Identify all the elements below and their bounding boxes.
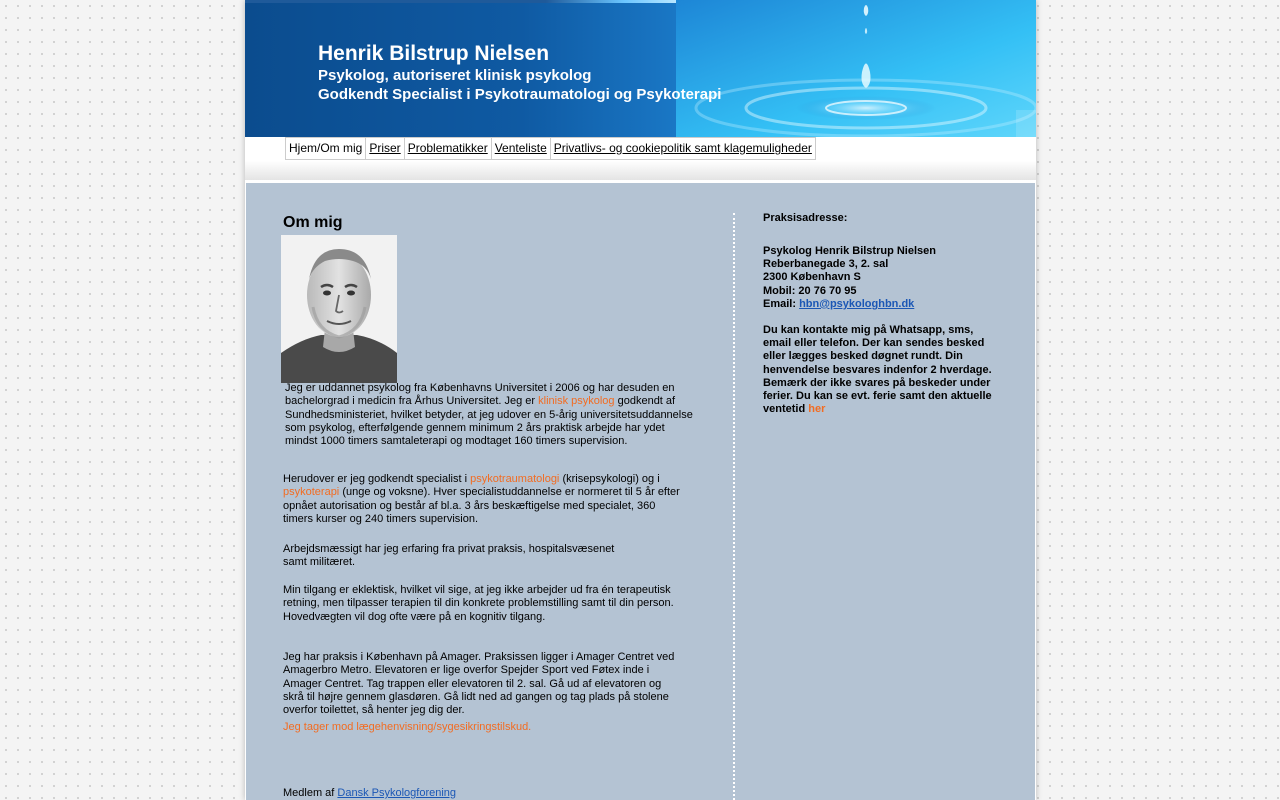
water-drop-image — [676, 0, 1036, 137]
header-subtitle-title: Psykolog, autoriseret klinisk psykolog — [318, 67, 592, 84]
address-street: Reberbanegade 3, 2. sal — [763, 258, 889, 271]
specialist-text-start: Herudover er jeg godkendt specialist i — [283, 473, 471, 485]
specialist-text-middle: (krisepsykologi) og i — [559, 473, 660, 485]
membership-label: Medlem af — [283, 787, 338, 799]
main-nav — [285, 137, 816, 160]
main-content — [246, 183, 1035, 800]
nav-item-issues[interactable]: Problematikker — [404, 138, 491, 159]
address-name: Psykolog Henrik Bilstrup Nielsen — [763, 245, 936, 257]
referral-note: Jeg tager mod lægehenvisning/sygesikringstilskud. — [283, 721, 532, 733]
email-label: Email: — [763, 297, 800, 310]
paragraph-education — [285, 382, 695, 448]
experience-line-1: Arbejdsmæssigt har jeg erfaring fra privat praksis, hospitalsvæsenet — [283, 543, 615, 555]
education-text-start: Jeg er uddannet psykolog fra Københavns Universitet i 2006 og har desuden en bachelorgrad i medicin fra Århus Universitet. Jeg er — [285, 382, 675, 408]
email-link[interactable]: hbn@psykologhbn.dk — [799, 297, 915, 310]
psychotherapy-link[interactable]: psykoterapi — [283, 486, 340, 499]
contact-text: Du kan kontakte mig på Whatsapp, sms, email eller telefon. Der kan sendes besked eller lægges besked døgnet rundt. Din henvendelse besvares indenfor 2 hverdage. Bemærk der ikke svares på beskeder under ferier. Du kan se evt. ferie samt den aktuelle ventetid — [763, 324, 992, 416]
paragraph-location: Jeg har praksis i København på Amager. Praksissen ligger i Amager Centret ved Amagerbro Metro. Elevatoren er lige overfor Spejder Sport ved Føtex inde i Amager Centret. Tag trappen eller elevatoren til 2. sal. Gå ud af elevatoren og skrå til højre gennem glasdøren. Gå lidt ned ad gangen og tag plads på stolene overfor toilettet, så henter jeg dig der. — [283, 651, 675, 717]
address-mobile: Mobil: 20 76 70 95 — [763, 284, 857, 297]
header-subtitle-specialist: Godkendt Specialist i Psykotraumatologi og Psykoterapi — [318, 86, 722, 103]
portrait-photo — [281, 235, 397, 383]
nav-item-privacy[interactable]: Privatlivs- og cookiepolitik samt klagemuligheder — [550, 138, 815, 159]
education-text-end: godkendt af Sundhedsministeriet, hvilket betyder, at jeg udover en 5-årig universitetsuddannelse som psykolog, efterfølgende gennem minimum 2 års praktisk arbejde har ydet mindst 1000 timers samtaleterapi og modtaget 160 timers supervision. — [285, 395, 693, 448]
site-owner-name: Henrik Bilstrup Nielsen — [318, 42, 550, 65]
site-header — [245, 0, 1036, 137]
paragraph-experience — [283, 543, 703, 570]
paragraph-approach: Min tilgang er eklektisk, hvilket vil sige, at jeg ikke arbejder ud fra én terapeutisk retning, men tilpasser terapien til din konkrete problemstilling samt til din person. Hovedvægten vil dog ofte være på en kognitiv tilgang. — [283, 584, 674, 623]
page-title: Om mig — [283, 214, 343, 231]
membership-line — [283, 787, 683, 800]
specialist-text-end: (unge og voksne). Hver specialistuddannelse er normeret til 5 år efter opnået autorisation og består af bl.a. 3 års beskæftigelse med specialet, 360 timers kurser og 240 timers supervision. — [283, 486, 680, 525]
clinical-psychologist-link[interactable]: klinisk psykolog — [538, 395, 615, 408]
dansk-psykologforening-link[interactable]: Dansk Psykologforening — [337, 787, 457, 799]
paragraph-specialist — [283, 473, 688, 526]
address-city: 2300 København S — [763, 271, 861, 284]
address-block — [763, 245, 936, 311]
nav-item-waitlist[interactable]: Venteliste — [491, 138, 550, 159]
address-heading: Praksisadresse: — [763, 212, 848, 224]
column-divider — [733, 213, 735, 800]
page-container — [245, 0, 1036, 800]
waitlist-here-link[interactable]: her — [808, 403, 826, 416]
nav-item-home[interactable]: Hjem/Om mig — [289, 141, 363, 155]
psychotraumatology-link[interactable]: psykotraumatologi — [470, 473, 560, 485]
navigation-bar — [245, 137, 1036, 180]
experience-line-2: samt militæret. — [283, 556, 356, 569]
nav-item-prices[interactable]: Priser — [365, 138, 403, 159]
contact-info — [763, 324, 995, 416]
